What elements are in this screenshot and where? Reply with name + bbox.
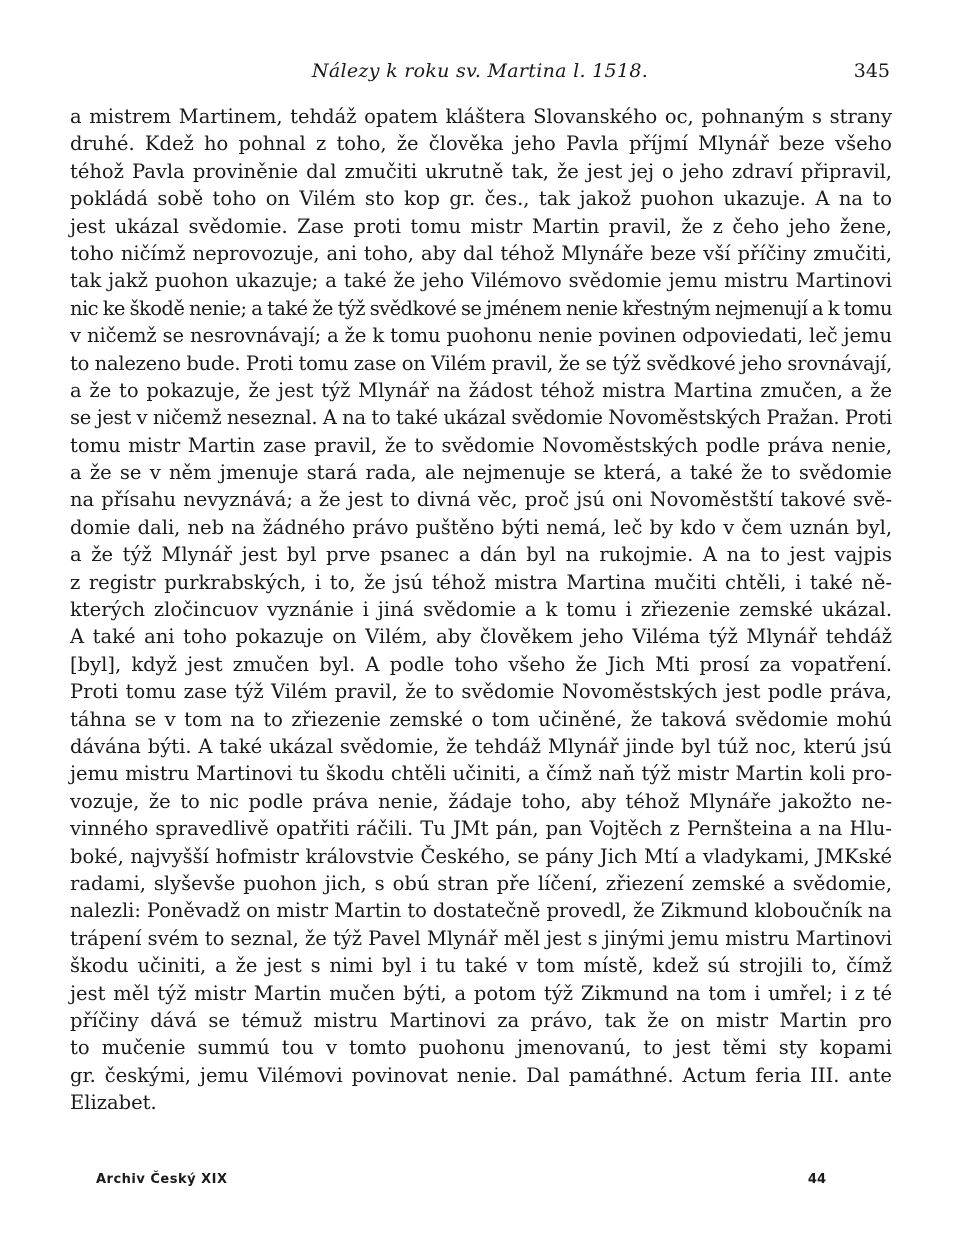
text-line: tomu mistr Martin zase pravil, že to svědomie Novoměstských podle práva nenie, [70,433,893,457]
text-line: se jest v ničemž neseznal. A na to také ukázal svědomie Novoměstských Pražan. Proti [70,406,892,430]
text-line: Elizabet. [70,1091,157,1115]
page-number: 345 [853,60,890,82]
text-line: boké, najvyšší hofmistr královstvie Českého, se pány Jich Mtí a vladykami, JMKské [70,844,892,868]
text-line: jemu mistru Martinovi tu škodu chtěli učiniti, a čímž naň týž mistr Martin koli pro- [70,762,893,786]
text-line: gr. českými, jemu Vilémovi povinovat nenie. Dal památhné. Actum feria III. ante [70,1063,892,1087]
text-line: vozuje, že to nic podle práva nenie, žádaje toho, aby téhož Mlynáře jakožto ne- [70,789,893,813]
text-line: a mistrem Martinem, tehdáž opatem kláštera Slovanského oc, pohnaným s strany [70,105,893,128]
text-line: táhna se v tom na to zřiezenie zemské o tom učiněné, že taková svědomie mohú [70,707,892,731]
text-line: na přísahu nevyznává; a že jest to divná věc, proč jsú oni Novoměstští takové svě- [70,488,893,512]
text-line: [byl], když jest zmučen byl. A podle toho všeho že Jich Mti prosí za vopatření. [70,652,893,676]
text-line: dávána býti. A také ukázal svědomie, že tehdáž Mlynář jinde byl túž noc, kterú jsú [70,734,892,758]
text-line: a že týž Mlynář jest byl prve psanec a dán byl na rukojmie. A na to jest vajpis [70,543,892,567]
sheet-number: 44 [807,1172,826,1187]
text-line: nic ke škodě nenie; a také že týž svědkové se jménem nenie křestným nejmenují a k tomu [70,296,892,320]
text-line: domie dali, neb na žádného právo puštěno býti nemá, leč by kdo v čem uznán byl, [70,515,893,539]
text-line: toho ničímž neprovozuje, ani toho, aby dal téhož Mlynáře beze vší příčiny zmučiti, [70,241,893,265]
text-line: trápení svém to seznal, že týž Pavel Mlynář měl jest s jinými jemu mistru Martinovi [70,926,893,950]
text-line: to mučenie summú tou v tomto puohonu jmenovanú, to jest těmi sty kopami [70,1036,893,1060]
text-line: jest měl týž mistr Martin mučen býti, a potom týž Zikmund na tom i umřel; i z té [70,981,892,1005]
running-title: Nálezy k roku sv. Martina l. 1518. [311,60,649,82]
text-line: to nalezeno bude. Proti tomu zase on Vilém pravil, že se týž svědkové jeho srovnávají, [70,351,893,375]
text-line: druhé. Kdež ho pohnal z toho, že člověka jeho Pavla příjmí Mlynář beze všeho [70,132,892,156]
text-line: nalezli: Poněvadž on mistr Martin to dostatečně provedl, že Zikmund kloboučník na [70,899,892,923]
text-line: v ničemž se nesrovnávají; a že k tomu puohonu nenie povinen odpoviedati, leč jemu [70,324,892,348]
text-line: a že se v něm jmenuje stará rada, ale nejmenuje se která, a také že to svědomie [70,461,892,485]
text-line: z registr purkrabských, i to, že jsú téhož mistra Martina mučiti chtěli, i také ně- [70,570,893,594]
text-line: a že to pokazuje, že jest týž Mlynář na žádost téhož mistra Martina zmučen, a že [70,378,892,402]
text-line: škodu učiniti, a že jest s nimi byl i tu také v tom místě, kdež sú strojili to, čímž [70,954,893,978]
text-line: kterých zločincuov vyznánie i jiná svědomie a k tomu i zřiezenie zemské ukázal. [70,598,893,622]
text-line: radami, slyševše puohon jich, s obú stran pře líčení, zřiezení zemské a svědomie, [70,871,893,895]
text-line: téhož Pavla proviněnie dal zmučiti ukrutně tak, že jest jej o jeho zdraví připravil, [70,159,893,183]
text-line: pokládá sobě toho on Vilém sto kop gr. čes., tak jakož puohon ukazuje. A na to [70,187,892,211]
page-footer [96,1172,826,1192]
running-head [70,60,890,90]
text-line: příčiny dává se témuž mistru Martinovi za právo, tak že on mistr Martin pro [70,1008,892,1032]
body-text [70,103,892,1116]
signature-mark: Archiv Český XIX [96,1172,228,1187]
text-line: A také ani toho pokazuje on Vilém, aby člověkem jeho Viléma týž Mlynář tehdáž [70,625,893,649]
text-line: jest ukázal svědomie. Zase proti tomu mistr Martin pravil, že z čeho jeho žene, [70,214,893,238]
text-line: Proti tomu zase týž Vilém pravil, že to svědomie Novoměstských jest podle práva, [70,680,892,704]
text-line: vinného spravedlivě opatřiti ráčili. Tu JMt pán, pan Vojtěch z Pernšteina a na Hlu- [70,817,892,841]
text-line: tak jakž puohon ukazuje; a také že jeho Vilémovo svědomie jemu mistru Martinovi [70,269,893,293]
